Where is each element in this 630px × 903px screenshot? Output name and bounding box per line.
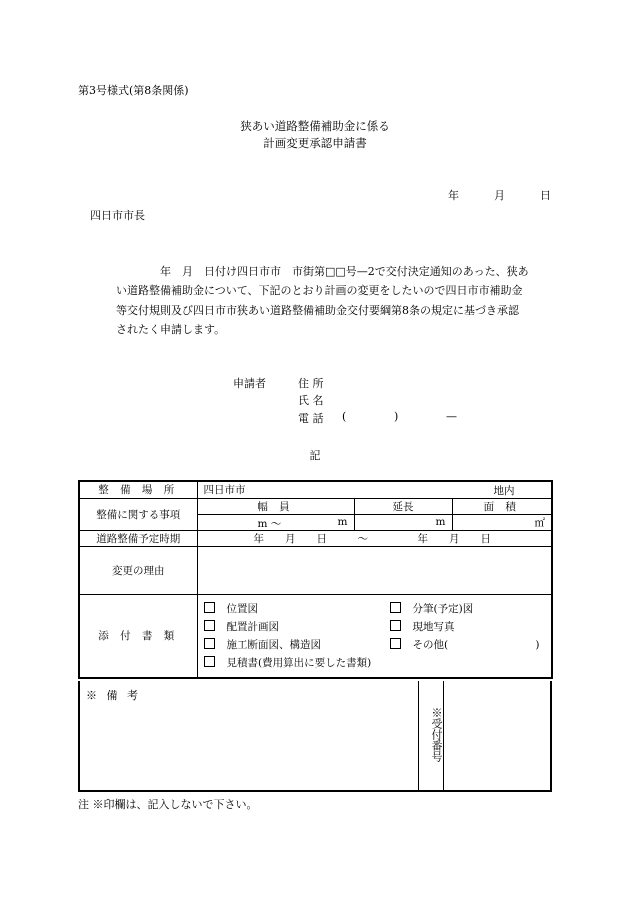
checkbox[interactable]: [390, 620, 401, 631]
length-unit: m: [435, 516, 446, 528]
attachments-label: 添 付 書 類: [79, 594, 197, 678]
schedule-field[interactable]: [197, 530, 552, 546]
checkbox[interactable]: [204, 602, 215, 613]
date-day: 日: [540, 189, 551, 202]
name-label: 氏 名: [298, 394, 324, 407]
body-text: [116, 262, 550, 339]
location-suffix: 地内: [493, 485, 515, 497]
application-table: [78, 480, 553, 679]
length-label: 延長: [354, 498, 452, 514]
body-line: 年 月 日付け四日市市 市街第□□号—2で交付決定通知のあった、狭あ: [160, 265, 529, 278]
body-line: 等交付規則及び四日市市狭あい道路整備補助金交付要綱第8条の規定に基づき承認: [116, 303, 519, 317]
other-close-paren: ): [535, 638, 540, 651]
receipt-number-label: ※受付番号: [430, 707, 443, 762]
area-label: 面 積: [452, 498, 552, 514]
length-field[interactable]: [354, 514, 452, 530]
reason-field[interactable]: [197, 546, 552, 594]
remarks-box: [78, 681, 552, 792]
checkbox[interactable]: [204, 656, 215, 667]
area-field[interactable]: [452, 514, 552, 530]
schedule-from: 年 月 日: [253, 532, 327, 545]
applicant-label: 申請者: [233, 377, 266, 390]
location-field[interactable]: [197, 481, 552, 498]
checkbox[interactable]: [390, 602, 401, 613]
form-number: 第3号様式(第8条関係): [78, 84, 189, 97]
attachment-item: 配置計画図: [226, 620, 279, 633]
row-schedule: [79, 530, 552, 546]
date-month: 月: [494, 189, 505, 202]
phone-dash: —: [446, 410, 457, 423]
attachment-row: [204, 636, 546, 654]
title-line-2: 計画変更承認申請書: [263, 136, 367, 150]
phone-label: 電 話: [298, 412, 324, 425]
width-unit-end: m: [337, 515, 348, 528]
title-line-1: 狭あい道路整備補助金に係る: [240, 119, 390, 133]
location-label: 整 備 場 所: [79, 481, 197, 498]
address-label: 住 所: [298, 377, 324, 390]
checkbox[interactable]: [204, 620, 215, 631]
attachment-row: [204, 654, 546, 672]
attachment-item: 施工断面図、構造図: [226, 638, 321, 651]
location-value: 四日市市: [203, 484, 246, 497]
attachment-item: 位置図: [226, 602, 258, 615]
width-unit-range: m ～: [257, 517, 282, 530]
attachment-row: [204, 600, 546, 618]
area-unit: ㎡: [534, 516, 545, 529]
body-line: されたく申請します。: [116, 322, 226, 336]
matters-label: 整備に関する事項: [79, 498, 197, 530]
attachment-item: 現地写真: [412, 620, 455, 633]
body-line: い道路整備補助金について、下記のとおり計画の変更をしたいので四日市市補助金: [116, 284, 523, 298]
remarks-label: ※ 備 考: [86, 689, 141, 702]
attachment-item: 見積書(費用算出に要した書類): [226, 656, 372, 669]
addressee: 四日市市長: [90, 209, 145, 222]
attachment-item: その他(: [412, 638, 449, 651]
checkbox[interactable]: [390, 638, 401, 649]
checkbox[interactable]: [204, 638, 215, 649]
receipt-number-column: [418, 681, 444, 790]
width-label: 幅 員: [197, 498, 354, 514]
schedule-to: 年 月 日: [417, 532, 491, 545]
phone-close-paren: ): [394, 410, 399, 423]
schedule-label: 道路整備予定時期: [79, 530, 197, 546]
attachment-row: [204, 618, 546, 636]
ki-label: 記: [309, 449, 321, 462]
footnote: 注 ※印欄は、記入しないで下さい。: [78, 798, 258, 811]
row-matters-header: [79, 498, 552, 514]
row-attachments: [79, 594, 552, 678]
phone-open-paren: (: [342, 410, 347, 423]
row-reason: [79, 546, 552, 594]
row-location: [79, 481, 552, 498]
attachment-item: 分筆(予定)図: [412, 602, 474, 615]
attachments-list: [197, 594, 552, 678]
schedule-tilde: ～: [357, 532, 368, 545]
date-year: 年: [448, 189, 459, 202]
reason-label: 変更の理由: [79, 546, 197, 594]
width-field[interactable]: [197, 514, 354, 530]
